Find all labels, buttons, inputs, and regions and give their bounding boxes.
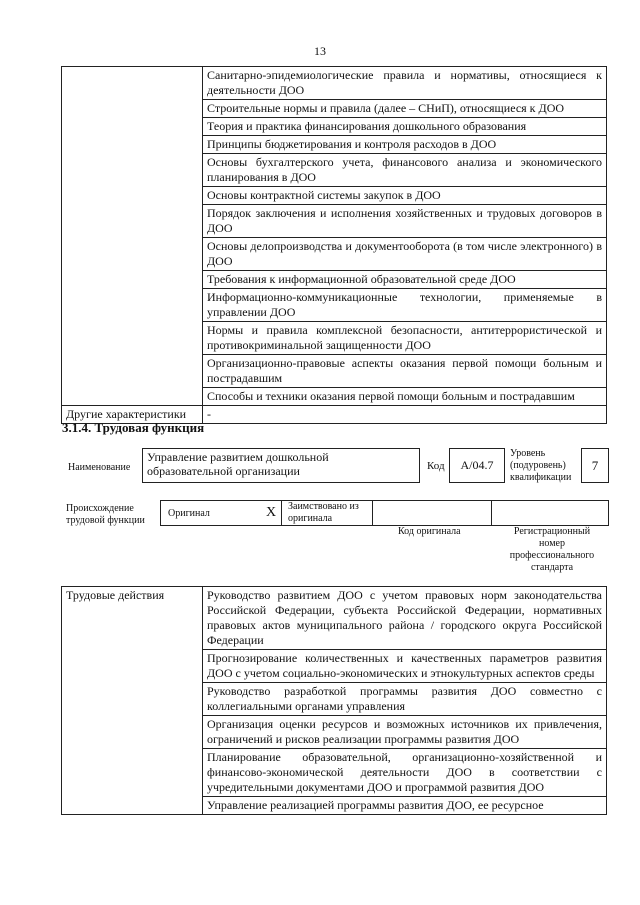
level-value: 7 — [591, 458, 599, 473]
code-original-box — [372, 500, 492, 526]
table-cell: Организационно-правовые аспекты оказания первой помощи больным и пострадавшим — [203, 355, 607, 388]
table-cell: Нормы и правила комплексной безопасности, антитеррористической и противокриминальной защищенности ДОО — [203, 322, 607, 355]
empty-label-cell — [62, 67, 203, 406]
code-label: Код — [427, 460, 445, 472]
level-label: Уровень (подуровень) квалификации — [510, 448, 572, 483]
table-cell: Санитарно-эпидемиологические правила и нормативы, относящиеся к деятельности ДОО — [203, 67, 607, 100]
table-cell: Принципы бюджетирования и контроля расходов в ДОО — [203, 136, 607, 154]
table-cell: Основы контрактной системы закупок в ДОО — [203, 187, 607, 205]
table-cell: Требования к информационной образовательной среде ДОО — [203, 271, 607, 289]
table-cell: Строительные нормы и правила (далее – СНиП), относящиеся к ДОО — [203, 100, 607, 118]
requirements-table — [61, 66, 607, 424]
table-row — [62, 67, 607, 100]
labor-actions-label: Трудовые действия — [62, 587, 203, 815]
original-mark: X — [266, 505, 277, 520]
table-row — [62, 587, 607, 650]
table-cell: Основы делопроизводства и документооборота (в том числе электронного) в ДОО — [203, 238, 607, 271]
code-original-label: Код оригинала — [398, 526, 461, 537]
reg-number-box — [491, 500, 609, 526]
table-cell: Основы бухгалтерского учета, финансового анализа и экономического планирования в ДОО — [203, 154, 607, 187]
table-cell: Способы и техники оказания первой помощи больным и пострадавшим — [203, 388, 607, 406]
table-cell: Руководство развитием ДОО с учетом правовых норм законодательства Российской Федерации, субъекта Российской Федерации, нормативных правовых актов муниципального района / городского округа Российской Федерации — [203, 587, 607, 650]
function-name-value: Управление развитием дошкольной образовательной организации — [147, 450, 329, 478]
name-label: Наименование — [68, 462, 131, 473]
labor-actions-table — [61, 586, 607, 815]
borrowed-label: Заимствовано из оригинала — [288, 501, 359, 524]
other-characteristics-value: - — [203, 406, 607, 424]
level-box — [581, 448, 609, 483]
code-value: А/04.7 — [460, 458, 494, 472]
table-cell: Информационно-коммуникационные технологии, применяемые в управлении ДОО — [203, 289, 607, 322]
table-cell: Организация оценки ресурсов и возможных источников их привлечения, ограничений и рисков реализации программы развития ДОО — [203, 716, 607, 749]
section-heading: 3.1.4. Трудовая функция — [62, 420, 205, 435]
table-cell: Руководство разработкой программы развития ДОО совместно с коллегиальными органами управления — [203, 683, 607, 716]
table-cell: Теория и практика финансирования дошкольного образования — [203, 118, 607, 136]
table-cell: Прогнозирование количественных и качественных параметров развития ДОО с учетом социально-экономических и этнокультурных аспектов среды — [203, 650, 607, 683]
page-number: 13 — [314, 44, 326, 58]
other-characteristics-label: Другие характеристики — [62, 406, 203, 424]
function-name-box — [142, 448, 420, 483]
table-cell: Планирование образовательной, организационно-хозяйственной и финансово-экономической деятельности ДОО в соответствии с учредительными документами ДОО и программой развития ДОО — [203, 749, 607, 797]
table-cell: Порядок заключения и исполнения хозяйственных и трудовых договоров в ДОО — [203, 205, 607, 238]
code-box — [449, 448, 505, 483]
reg-number-label: Регистрационный номер профессионального стандарта — [509, 526, 595, 573]
table-cell: Управление реализацией программы развития ДОО, ее ресурсное — [203, 797, 607, 815]
origin-label: Происхождение трудовой функции — [66, 503, 145, 526]
original-label: Оригинал — [168, 508, 210, 519]
